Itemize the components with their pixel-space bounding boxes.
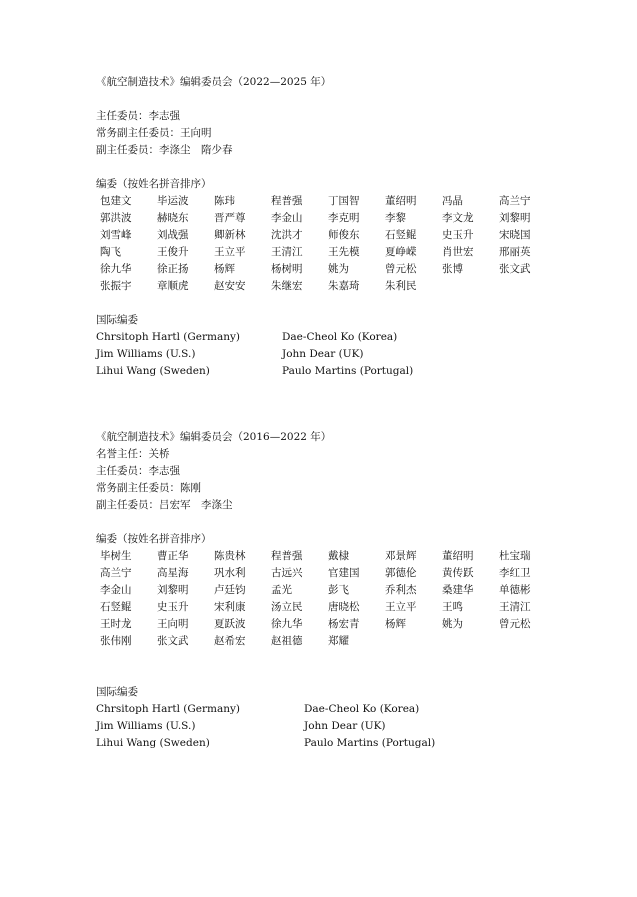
member-name: 王向明 (157, 618, 189, 630)
member-name: 朱继宏 (271, 280, 303, 292)
international-row (96, 718, 556, 735)
member-name: 李克明 (328, 212, 360, 224)
member-name: 宋利康 (214, 601, 246, 613)
member-name: 李黎 (385, 212, 406, 224)
member-name: 李红卫 (499, 567, 531, 579)
member-name: 郑耀 (328, 635, 349, 647)
member-name: 赵安安 (214, 280, 246, 292)
member-name: 高星海 (157, 567, 189, 579)
member-name: 古远兴 (271, 567, 303, 579)
member-name: 陈玮 (214, 195, 235, 207)
member-name: 刘战强 (157, 229, 189, 241)
member-name: 董绍明 (385, 195, 417, 207)
member-name: 汤立民 (271, 601, 303, 613)
committee-2022-section (96, 74, 556, 380)
international-member: Jim Williams (U.S.) (96, 348, 196, 360)
deputy-directors: 副主任委员：李涤尘 隋少春 (96, 144, 233, 156)
member-name: 朱嘉琦 (328, 280, 360, 292)
member-name: 高兰宁 (499, 195, 531, 207)
members-grid (100, 193, 556, 295)
member-name: 王清江 (499, 601, 531, 613)
member-name: 曾元松 (499, 618, 531, 630)
member-name: 彭飞 (328, 584, 349, 596)
member-name: 李金山 (100, 584, 132, 596)
committee-title: 《航空制造技术》编辑委员会（2016—2022 年） (96, 431, 332, 443)
member-name: 戴棣 (328, 550, 349, 562)
member-name: 朱利民 (385, 280, 417, 292)
member-name: 邓景辉 (385, 550, 417, 562)
member-name: 陈贵林 (214, 550, 246, 562)
international-row (96, 363, 556, 380)
committee-2016-section (96, 429, 556, 752)
member-name: 沈洪才 (271, 229, 303, 241)
international-member: Lihui Wang (Sweden) (96, 737, 210, 749)
member-name: 丁国智 (328, 195, 360, 207)
member-name: 徐九华 (271, 618, 303, 630)
member-name: 夏峥嵘 (385, 246, 417, 258)
member-name: 石竖鲲 (100, 601, 132, 613)
member-name: 张振宇 (100, 280, 132, 292)
member-name: 单德彬 (499, 584, 531, 596)
member-name: 史玉升 (157, 601, 189, 613)
executive-deputy-director: 常务副主任委员：王向明 (96, 127, 212, 139)
member-name: 王清江 (271, 246, 303, 258)
member-name: 李文龙 (442, 212, 474, 224)
member-name: 夏跃波 (214, 618, 246, 630)
member-name: 赵祖德 (271, 635, 303, 647)
members-heading: 编委（按姓名拼音排序） (96, 533, 212, 545)
member-name: 李金山 (271, 212, 303, 224)
member-name: 赵希宏 (214, 635, 246, 647)
member-name: 张文武 (157, 635, 189, 647)
member-name: 王先模 (328, 246, 360, 258)
member-name: 曹正华 (157, 550, 189, 562)
international-member: Paulo Martins (Portugal) (282, 365, 414, 377)
member-name: 杨树明 (271, 263, 303, 275)
member-name: 冯晶 (442, 195, 463, 207)
member-name: 巩水利 (214, 567, 246, 579)
member-name: 孟光 (271, 584, 292, 596)
member-name: 邢丽英 (499, 246, 531, 258)
member-name: 卿新林 (214, 229, 246, 241)
member-name: 刘雪峰 (100, 229, 132, 241)
member-name: 郭德伦 (385, 567, 417, 579)
member-name: 杜宝瑞 (499, 550, 531, 562)
international-members (96, 701, 556, 752)
member-name: 程普强 (271, 195, 303, 207)
member-name: 杨宏青 (328, 618, 360, 630)
deputy-directors: 副主任委员：吕宏军 李涤尘 (96, 499, 233, 511)
member-name: 程普强 (271, 550, 303, 562)
member-name: 张伟刚 (100, 635, 132, 647)
member-name: 杨辉 (385, 618, 406, 630)
member-name: 晋严尊 (214, 212, 246, 224)
international-heading: 国际编委 (96, 686, 138, 698)
international-row (96, 735, 556, 752)
international-member: John Dear (UK) (304, 720, 386, 732)
member-name: 毕运波 (157, 195, 189, 207)
member-name: 黄传跃 (442, 567, 474, 579)
members-heading: 编委（按姓名拼音排序） (96, 178, 212, 190)
international-member: Dae-Cheol Ko (Korea) (282, 331, 398, 343)
member-name: 徐九华 (100, 263, 132, 275)
members-grid (100, 548, 556, 650)
member-name: 王立平 (385, 601, 417, 613)
member-name: 曾元松 (385, 263, 417, 275)
member-name: 姚为 (328, 263, 349, 275)
international-member: Chrsitoph Hartl (Germany) (96, 331, 241, 343)
international-member: Jim Williams (U.S.) (96, 720, 196, 732)
member-name: 卢廷钧 (214, 584, 246, 596)
international-row (96, 701, 556, 718)
member-name: 赫晓东 (157, 212, 189, 224)
member-name: 师俊东 (328, 229, 360, 241)
member-name: 王时龙 (100, 618, 132, 630)
international-row (96, 329, 556, 346)
member-name: 张博 (442, 263, 463, 275)
international-row (96, 346, 556, 363)
international-heading: 国际编委 (96, 314, 138, 326)
member-name: 杨辉 (214, 263, 235, 275)
member-name: 包建文 (100, 195, 132, 207)
international-member: Chrsitoph Hartl (Germany) (96, 703, 241, 715)
executive-deputy-director: 常务副主任委员：陈刚 (96, 482, 201, 494)
member-name: 官建国 (328, 567, 360, 579)
member-name: 姚为 (442, 618, 463, 630)
honorary-director: 名誉主任：关桥 (96, 448, 170, 460)
member-name: 刘黎明 (499, 212, 531, 224)
member-name: 肖世宏 (442, 246, 474, 258)
member-name: 王俊升 (157, 246, 189, 258)
member-name: 史玉升 (442, 229, 474, 241)
member-name: 陶飞 (100, 246, 121, 258)
member-name: 张文武 (499, 263, 531, 275)
member-name: 高兰宁 (100, 567, 132, 579)
member-name: 王立平 (214, 246, 246, 258)
member-name: 乔利杰 (385, 584, 417, 596)
member-name: 毕树生 (100, 550, 132, 562)
director: 主任委员：李志强 (96, 110, 180, 122)
member-name: 刘黎明 (157, 584, 189, 596)
member-name: 章顺虎 (157, 280, 189, 292)
member-name: 桑建华 (442, 584, 474, 596)
international-member: John Dear (UK) (282, 348, 364, 360)
international-member: Lihui Wang (Sweden) (96, 365, 210, 377)
international-members (96, 329, 556, 380)
member-name: 徐正扬 (157, 263, 189, 275)
member-name: 宋晓国 (499, 229, 531, 241)
member-name: 董绍明 (442, 550, 474, 562)
committee-title: 《航空制造技术》编辑委员会（2022—2025 年） (96, 76, 332, 88)
international-member: Dae-Cheol Ko (Korea) (304, 703, 420, 715)
member-name: 石竖鲲 (385, 229, 417, 241)
director: 主任委员：李志强 (96, 465, 180, 477)
international-member: Paulo Martins (Portugal) (304, 737, 436, 749)
member-name: 王鸣 (442, 601, 463, 613)
member-name: 唐晓松 (328, 601, 360, 613)
member-name: 郭洪波 (100, 212, 132, 224)
